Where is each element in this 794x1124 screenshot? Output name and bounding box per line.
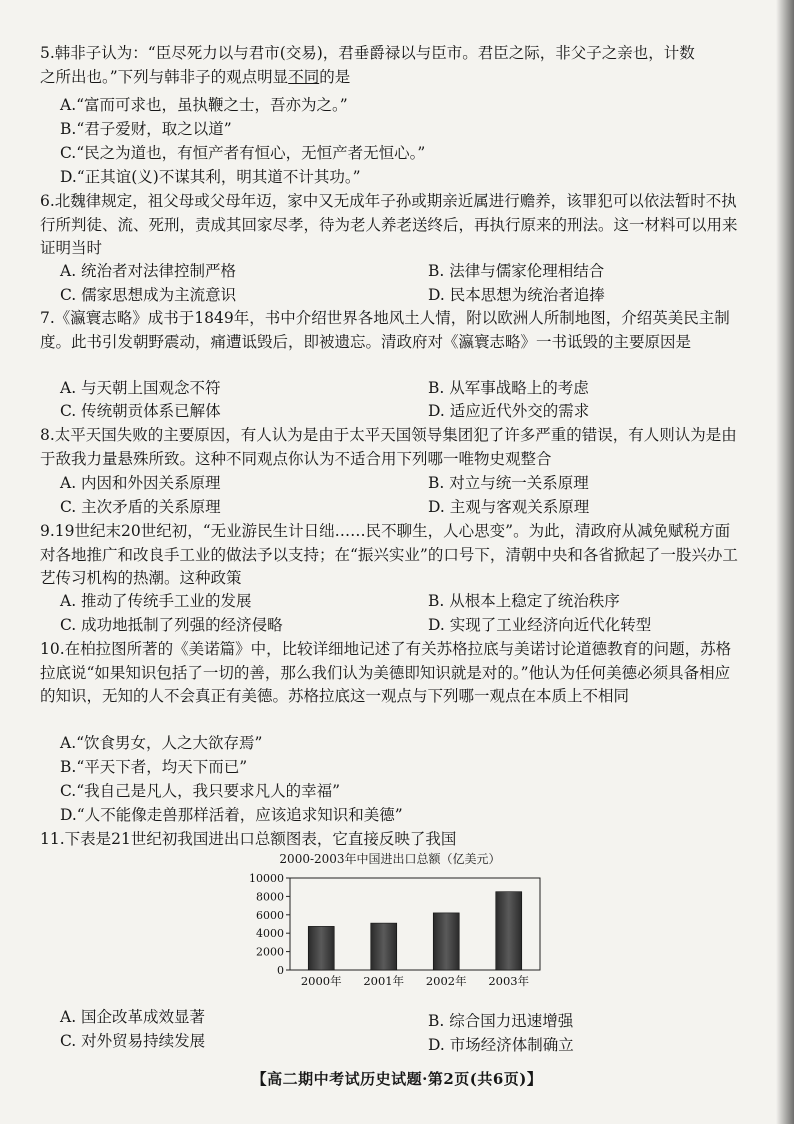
q8-option-d: D. 主观与客观关系原理 bbox=[428, 498, 590, 516]
q9-option-a: A. 推动了传统手工业的发展 bbox=[60, 592, 252, 610]
q6-option-a: A. 统治者对法律控制严格 bbox=[60, 262, 237, 280]
q9-option-b: B. 从根本上稳定了统治秩序 bbox=[428, 592, 620, 610]
q5-stem-line2 bbox=[40, 66, 740, 90]
q5-option-a: A.“富而可求也，虽执鞭之士，吾亦为之。” bbox=[60, 96, 348, 114]
chart-title: 2000-2003年中国进出口总额（亿美元） bbox=[279, 852, 501, 866]
q6-option-c: C. 儒家思想成为主流意识 bbox=[60, 286, 237, 304]
scan-edge-shadow bbox=[776, 0, 794, 1124]
chart-plot bbox=[230, 850, 550, 990]
q10-option-b: B.“平天下者，均天下而已” bbox=[60, 758, 248, 776]
q11-option-a: A. 国企改革成效显著 bbox=[60, 1008, 206, 1026]
q11-stem: 11.下表是21世纪初我国进出口总额图表，它直接反映了我国 bbox=[40, 830, 457, 848]
q7-option-d: D. 适应近代外交的需求 bbox=[428, 402, 590, 420]
x-tick-label: 2000年 bbox=[300, 974, 342, 988]
q6-stem: 6.北魏律规定，祖父母或父母年迈，家中又无成年子孙或期亲近属进行赡养，该罪犯可以依法暂时不执行所判徒、流、死刑，责成其回家尽孝，待为老人养老送终后，再执行原来的刑法。这一材料可以用来证明当时 bbox=[40, 192, 738, 257]
q8-option-b: B. 对立与统一关系原理 bbox=[428, 474, 589, 492]
q5-stem-line2-part3: 的是 bbox=[319, 67, 351, 86]
question-11 bbox=[40, 828, 740, 852]
y-tick-label: 4000 bbox=[256, 927, 284, 941]
q9-option-d: D. 实现了工业经济向近代化转型 bbox=[428, 616, 652, 634]
y-tick-label: 10000 bbox=[249, 872, 284, 885]
q11-option-d: D. 市场经济体制确立 bbox=[428, 1036, 574, 1054]
q6-option-d: D. 民本思想为统治者追捧 bbox=[428, 286, 605, 304]
q5-option-d: D.“正其谊(义)不谋其利，明其道不计其功。” bbox=[60, 168, 361, 186]
q8-option-c: C. 主次矛盾的关系原理 bbox=[60, 498, 221, 516]
bar-2001年 bbox=[371, 923, 397, 970]
q7-option-b: B. 从军事战略上的考虑 bbox=[428, 379, 589, 397]
question-8 bbox=[40, 424, 740, 471]
q10-option-a: A.“饮食男女，人之大欲存焉” bbox=[60, 734, 263, 752]
bar-2000年 bbox=[308, 926, 334, 970]
q6-option-b: B. 法律与儒家伦理相结合 bbox=[428, 262, 605, 280]
question-9 bbox=[40, 520, 740, 591]
y-tick-label: 0 bbox=[277, 964, 284, 977]
q8-stem: 8.太平天国失败的主要原因，有人认为是由于太平天国领导集团犯了许多严重的错误，有人则认为是由于敌我力量悬殊所致。这种不同观点你认为不适合用下列哪一唯物史观整合 bbox=[40, 426, 737, 468]
x-tick-label: 2001年 bbox=[363, 974, 405, 988]
q10-option-d: D.“人不能像走兽那样活着，应该追求知识和美德” bbox=[60, 806, 403, 824]
q10-stem: 10.在柏拉图所著的《美诺篇》中，比较详细地记述了有关苏格拉底与美诺讨论道德教育的问题，苏格拉底说“如果知识包括了一切的善，那么我们认为美德即知识就是对的。”他认为任何美德必须具备相应的知识，无知的人不会真正有美德。苏格拉底这一观点与下列哪一观点在本质上不相同 bbox=[40, 640, 732, 705]
x-tick-label: 2002年 bbox=[425, 974, 467, 988]
y-tick-label: 6000 bbox=[256, 908, 284, 922]
q11-option-c: C. 对外贸易持续发展 bbox=[60, 1032, 206, 1050]
question-6 bbox=[40, 190, 740, 261]
q10-option-c: C.“我自己是凡人，我只要求凡人的幸福” bbox=[60, 782, 341, 800]
question-5 bbox=[40, 42, 740, 89]
question-10 bbox=[40, 638, 740, 709]
q5-option-b: B.“君子爱财，取之以道” bbox=[60, 120, 232, 138]
q9-stem: 9.19世纪末20世纪初，“无业游民生计日绌……民不聊生，人心思变”。为此，清政府从减免赋税方面对各地推广和改良手工业的做法予以支持；在“振兴实业”的口号下，清朝中央和各省掀起了一股兴办工艺传习机构的热潮。这种政策 bbox=[40, 522, 738, 587]
y-tick-label: 8000 bbox=[256, 890, 284, 904]
q9-option-c: C. 成功地抵制了列强的经济侵略 bbox=[60, 616, 283, 634]
q11-option-b: B. 综合国力迅速增强 bbox=[428, 1012, 574, 1030]
q7-option-c: C. 传统朝贡体系已解体 bbox=[60, 402, 221, 420]
y-tick-label: 2000 bbox=[256, 945, 284, 959]
q7-stem: 7.《瀛寰志略》成书于1849年，书中介绍世界各地风土人情，附以欧洲人所制地图，介绍英美民主制度。此书引发朝野震动，痛遭诋毁后，即被遗忘。清政府对《瀛寰志略》一书诋毁的主要原因是 bbox=[40, 309, 730, 351]
page-footer: 【高二期中考试历史试题·第2页(共6页)】 bbox=[251, 1070, 543, 1088]
trade-volume-chart bbox=[230, 850, 550, 990]
q8-option-a: A. 内因和外因关系原理 bbox=[60, 474, 221, 492]
q5-stem-line1: 5.韩非子认为：“臣尽死力以与君市(交易)，君垂爵禄以与臣市。君臣之际，非父子之亲也，计数 bbox=[40, 44, 695, 62]
q5-option-c: C.“民之为道也，有恒产者有恒心，无恒产者无恒心。” bbox=[60, 144, 426, 162]
question-7 bbox=[40, 307, 740, 354]
q7-option-a: A. 与天朝上国观念不符 bbox=[60, 379, 221, 397]
bar-2003年 bbox=[496, 892, 522, 970]
x-tick-label: 2003年 bbox=[488, 974, 530, 988]
bar-2002年 bbox=[433, 913, 459, 970]
q5-emphasis-underline: 不同 bbox=[288, 67, 320, 86]
q5-stem-line2-part1: 之所出也。”下列与韩非子的观点明显 bbox=[40, 67, 289, 86]
